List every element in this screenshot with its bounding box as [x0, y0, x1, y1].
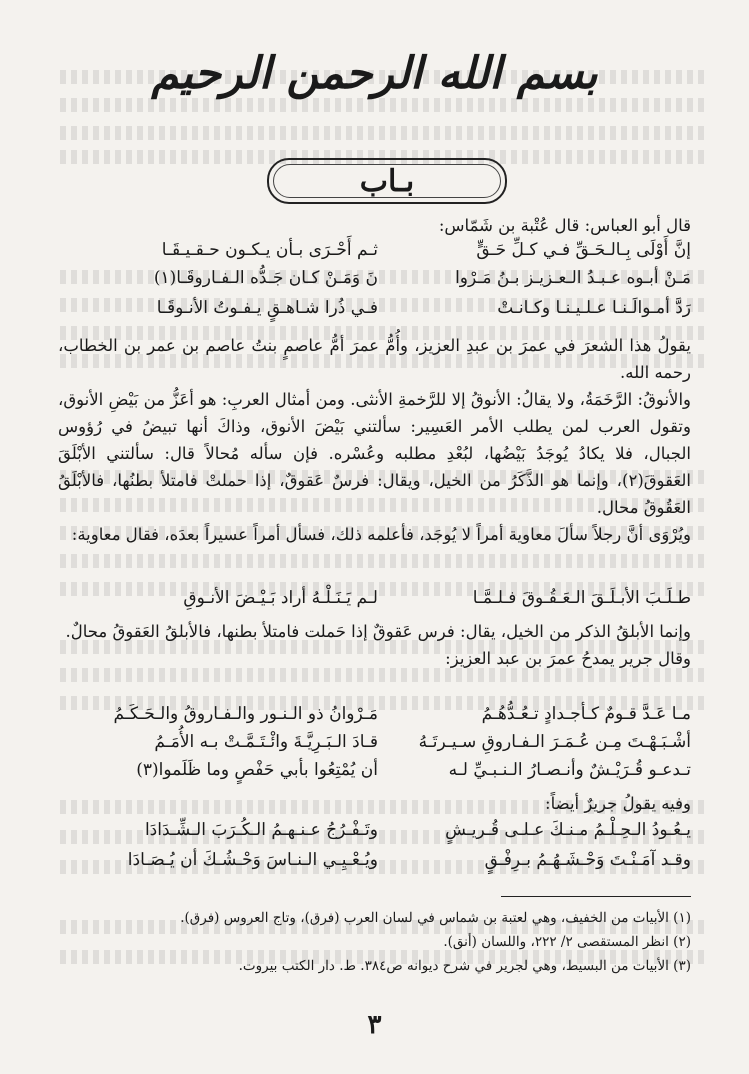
- poem2-verse-3-first: تـدعـو قُـرَيْـشٌ وأنـصـارُ الـنـبـيِّ لـه: [448, 760, 691, 780]
- footnote-divider: [501, 896, 691, 897]
- poem2-verse-3: [58, 760, 691, 790]
- poem3-verse-2-second: ويُـعْـيِـي الـنـاسَ وَحْـشُـكَ أن يُـصَـادَا: [127, 850, 378, 870]
- muawiya-verse-first: طـلَـبَ الأبـلَـقَ الـعَـقُـوقَ فـلـمَّـا: [472, 588, 691, 608]
- page-number: ٣: [367, 1010, 382, 1040]
- footnote-1: (١) الأبيات من الخفيف، وهي لعتبة بن شماس في لسان العرب (فرق)، وتاج العروس (فرق).: [180, 910, 691, 926]
- poem1-verse-1: [58, 240, 691, 270]
- poem2-verse-1-first: مـا عَـدَّ قـومٌ كـأجـدادٍ تـعُـدُّهُـمُ: [481, 704, 691, 724]
- intro-text: قال أبو العباس: قال عُتْبة بن شَمّاس:: [438, 216, 691, 235]
- footnote-2: (٢) انظر المستقصى ٢/ ٢٢٢، واللسان (أنق).: [443, 934, 691, 950]
- poem1-verse-1-first: إنَّ أَوْلَى بِـالـحَـقِّ فـي كـلِّ حَـقٍّ: [476, 240, 691, 260]
- main-prose-block: [58, 332, 691, 548]
- paragraph-4: وإنما الأبلقُ الذكر من الخيل، يقال: فرس عَقوقٌ إذا حَملت فامتلأ بطنها، فالأبلقُ العَقوقُ محالٌ.: [65, 622, 691, 641]
- poem3-verse-1-first: يـعُـودُ الـحِـلْـمُ مـنـكَ عـلـى قُـريـشٍ: [445, 820, 691, 840]
- poem1-verse-3-second: فـي ذُرا شـاهـقٍ يـفـوتُ الأنـوقَـا: [156, 298, 378, 318]
- poem2-verse-2: [58, 732, 691, 762]
- basmala-calligraphy: بسم الله الرحمن الرحيم: [151, 48, 598, 99]
- footnotes: [58, 906, 691, 978]
- paragraph-2: والأنوقُ: الرَّخَمَةُ، ولا يقالُ: الأنوقُ إلا للرَّخمةِ الأنثى. ومن أمثال العربِ: هو أعَزُّ من بَيْضِ الأنوق، وتقول العرب لمن يطلب الأمر العَسِير: سألتني بَيْضَ الأنوق، وذاكَ أنها تبيضُ في رُؤوس الجبال، فلا يكادُ يُوجَدُ بَيْضُها، لبُعْدِ مطلبه وعُسْره. فإن سأله مُحالاً قال: سألتني الأبْلَقَ العَقوقَ(٢)، وإنما هو الذَّكَرُ من الخيل، ويقال: فرسٌ عَقوقٌ، إذا حملتْ فامتلأ بطنُها، فالأبْلَقُ العَقُوقُ محال.: [58, 390, 691, 517]
- poem1-verse-3: [58, 298, 691, 328]
- poem3-verse-1-second: وتَـفْـرُجُ عـنـهـمُ الـكُـرَبَ الـشِّـدَادَا: [144, 820, 378, 840]
- paragraph-5: وقال جرير يمدحُ عمرَ بن عبد العزيز:: [445, 649, 691, 668]
- poem2-verse-1: [58, 704, 691, 734]
- poem2-verse-2-second: قـادَ الـبَـرِيَّـةَ وائْـتَـمَّـتْ بـه الأُمَـمُ: [154, 732, 378, 752]
- intro-line: [58, 212, 691, 239]
- poem1-verse-2-second: نَ وَمَـنْ كـان جَـدُّه الـفـاروقَـا(١): [153, 268, 378, 288]
- footnote-3: (٣) الأبيات من البسيط، وهي لجرير في شرح ديوانه ص٣٨٤. ط. دار الكتب بيروت.: [238, 958, 691, 974]
- poem1-verse-2: [58, 268, 691, 298]
- poem3-verse-2-first: وقـد آمَـنْـتَ وَحْـشَـهُـمُ بـرِفْـقٍ: [484, 850, 691, 870]
- poem1-verse-1-second: ثـم أَحْـرَى بـأن يـكـون حـقـيـقَـا: [161, 240, 378, 260]
- third-prose-block: [58, 790, 691, 817]
- chapter-title: بـاب: [359, 163, 415, 199]
- paragraph-3: ويُرْوَى أنَّ رجلاً سألَ معاوية أمراً لا يُوجَد، فأعلمه ذلك، فسأل أمراً عسيراً بعدَه، فقال معاوية:: [71, 525, 691, 544]
- poem1-verse-2-first: مَـنْ أبـوه عـبـدُ الـعـزيـز بـنُ مَـرْوا: [455, 268, 691, 288]
- chapter-title-box: [267, 158, 507, 204]
- poem1-verse-3-first: رَدَّ أمـوالَـنـا عـلـيـنـا وكـانـتْ: [497, 298, 691, 318]
- paragraph-6: وفيه يقولُ جريرٌ أيضاً:: [545, 794, 691, 813]
- muawiya-verse-second: لـم يَـنَـلْـهُ أراد بَـيْـضَ الأنـوقِ: [183, 588, 378, 608]
- poem3-verse-2: [58, 850, 691, 880]
- second-prose-block: [58, 618, 691, 672]
- paragraph-1: يقولُ هذا الشعرَ في عمرَ بن عبدِ العزيز، وأُمُّ عمرَ أمُّ عاصمٍ بنتُ عاصم بن عمر بن الخطاب، رحمه الله.: [58, 336, 691, 382]
- poem2-verse-2-first: أشْـبَـهْـتَ مِـن عُـمَـرَ الـفـاروقِ سـيـرتَـهُ: [418, 732, 691, 752]
- poem2-verse-1-second: مَـرْوانُ ذو الـنـور والـفـاروقُ والـحَـكَـمُ: [113, 704, 378, 724]
- poem2-verse-3-second: أن يُمْتِعُوا بأبي حَفْصٍ وما ظَلَموا(٣): [136, 760, 378, 780]
- muawiya-verse: [58, 588, 691, 618]
- poem3-verse-1: [58, 820, 691, 850]
